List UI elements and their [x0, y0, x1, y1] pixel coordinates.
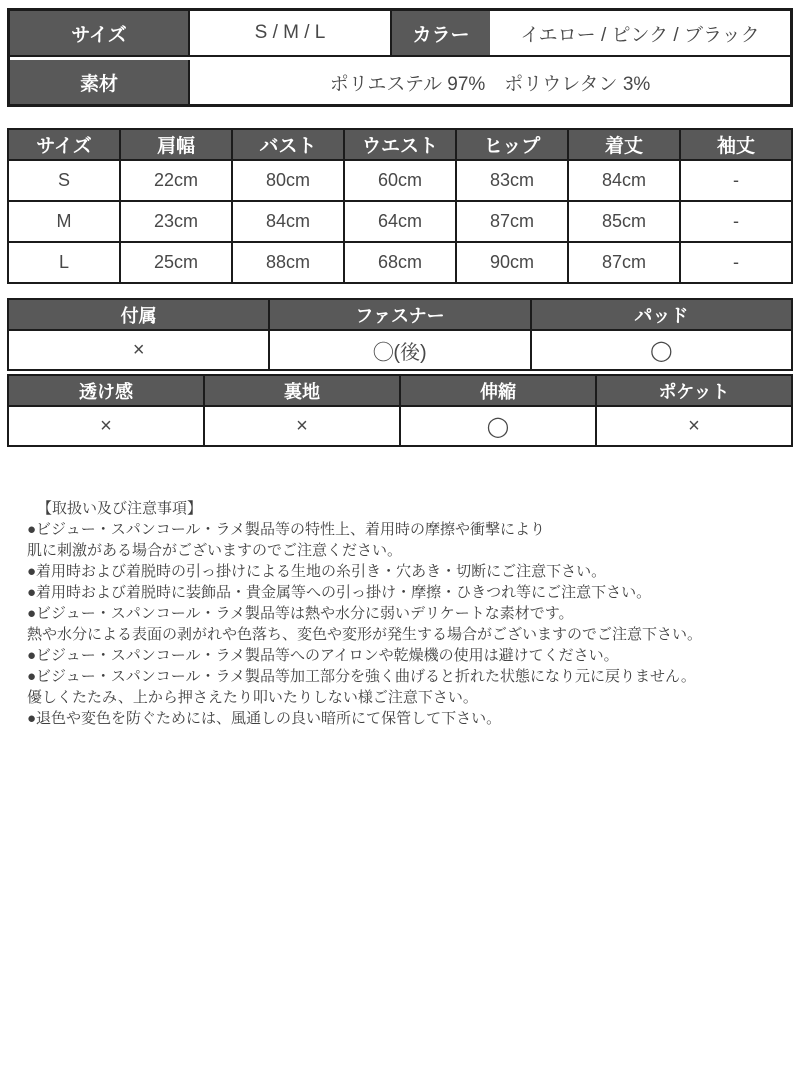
size-chart-cell: -	[680, 201, 792, 242]
feature-value-cell: ×	[8, 406, 204, 446]
feature-header-cell: 付属	[8, 299, 269, 330]
note-line: 優しくたたみ、上から押さえたり叩いたりしない様ご注意下さい。	[27, 689, 478, 706]
product-spec-page	[0, 8, 800, 1067]
info-row-size-color	[10, 11, 790, 57]
note-line: ●着用時および着脱時の引っ掛けによる生地の糸引き・穴あき・切断にご注意下さい。	[27, 563, 607, 580]
features-b-value-row	[8, 406, 792, 446]
size-chart-cell: 90cm	[456, 242, 568, 283]
size-chart-cell: -	[680, 242, 792, 283]
care-notes	[27, 498, 780, 729]
size-chart-cell: 23cm	[120, 201, 232, 242]
note-line: 熱や水分による表面の剥がれや色落ち、変色や変形が発生する場合がございますのでご注意下さい。	[27, 626, 703, 643]
size-chart-cell: 83cm	[456, 160, 568, 201]
size-chart-header-cell: 肩幅	[120, 129, 232, 160]
note-line: ●ビジュー・スパンコール・ラメ製品等加工部分を強く曲げると折れた状態になり元に戻りません。	[27, 668, 696, 685]
features-table-b	[7, 374, 793, 447]
feature-header-cell: ポケット	[596, 375, 792, 406]
size-value-cell: S / M / L	[188, 11, 390, 55]
feature-value-cell: ◯(後)	[269, 330, 530, 370]
basic-info-table	[7, 8, 793, 107]
size-chart-cell: 84cm	[568, 160, 680, 201]
note-line: ●ビジュー・スパンコール・ラメ製品等は熱や水分に弱いデリケートな素材です。	[27, 605, 574, 622]
feature-value-cell: ◯	[531, 330, 792, 370]
note-line: ●退色や変色を防ぐためには、風通しの良い暗所にて保管して下さい。	[27, 710, 502, 727]
size-chart-cell: 64cm	[344, 201, 456, 242]
size-chart-cell: 60cm	[344, 160, 456, 201]
note-line: ●ビジュー・スパンコール・ラメ製品等の特性上、着用時の摩擦や衝撃により	[27, 521, 546, 538]
note-line: ●着用時および着脱時に装飾品・貴金属等への引っ掛け・摩擦・ひきつれ等にご注意下さい。	[27, 584, 652, 601]
size-chart-cell: 25cm	[120, 242, 232, 283]
feature-value-cell: ×	[596, 406, 792, 446]
material-label-cell: 素材	[10, 60, 188, 104]
size-row-m	[8, 201, 792, 242]
size-chart-cell: 85cm	[568, 201, 680, 242]
size-chart-cell: L	[8, 242, 120, 283]
material-value-cell: ポリエステル 97% ポリウレタン 3%	[188, 60, 790, 104]
size-chart-header-cell: バスト	[232, 129, 344, 160]
size-chart-cell: 68cm	[344, 242, 456, 283]
features-a-header-row	[8, 299, 792, 330]
features-b-header-row	[8, 375, 792, 406]
size-row-s	[8, 160, 792, 201]
color-value-cell: イエロー / ピンク / ブラック	[520, 24, 760, 46]
feature-header-cell: 裏地	[204, 375, 400, 406]
feature-header-cell: パッド	[531, 299, 792, 330]
size-chart-cell: M	[8, 201, 120, 242]
feature-header-cell: 透け感	[8, 375, 204, 406]
size-chart-header-cell: 袖丈	[680, 129, 792, 160]
note-line: 肌に刺激がある場合がございますのでご注意ください。	[27, 542, 403, 559]
size-chart-cell: 80cm	[232, 160, 344, 201]
size-chart-cell: 88cm	[232, 242, 344, 283]
care-notes-title: 【取扱い及び注意事項】	[37, 500, 203, 517]
size-label-cell: サイズ	[10, 11, 188, 55]
size-chart-table	[7, 128, 793, 284]
size-chart-header-cell: ウエスト	[344, 129, 456, 160]
note-line: ●ビジュー・スパンコール・ラメ製品等へのアイロンや乾燥機の使用は避けてください。	[27, 647, 619, 664]
size-chart-cell: 87cm	[568, 242, 680, 283]
size-chart-cell: 87cm	[456, 201, 568, 242]
feature-header-cell: ファスナー	[269, 299, 530, 330]
size-chart-header-cell: サイズ	[8, 129, 120, 160]
feature-value-cell: ◯	[400, 406, 596, 446]
feature-value-cell: ×	[8, 330, 269, 370]
features-table-a	[7, 298, 793, 371]
size-chart-header-row	[8, 129, 792, 160]
size-chart-cell: -	[680, 160, 792, 201]
size-chart-cell: S	[8, 160, 120, 201]
feature-value-cell: ×	[204, 406, 400, 446]
size-chart-header-cell: ヒップ	[456, 129, 568, 160]
size-row-l	[8, 242, 792, 283]
info-row-material	[10, 60, 790, 104]
feature-header-cell: 伸縮	[400, 375, 596, 406]
size-chart-cell: 84cm	[232, 201, 344, 242]
size-chart-header-cell: 着丈	[568, 129, 680, 160]
size-chart-cell: 22cm	[120, 160, 232, 201]
features-a-value-row	[8, 330, 792, 370]
color-label-cell: カラー	[390, 11, 490, 55]
